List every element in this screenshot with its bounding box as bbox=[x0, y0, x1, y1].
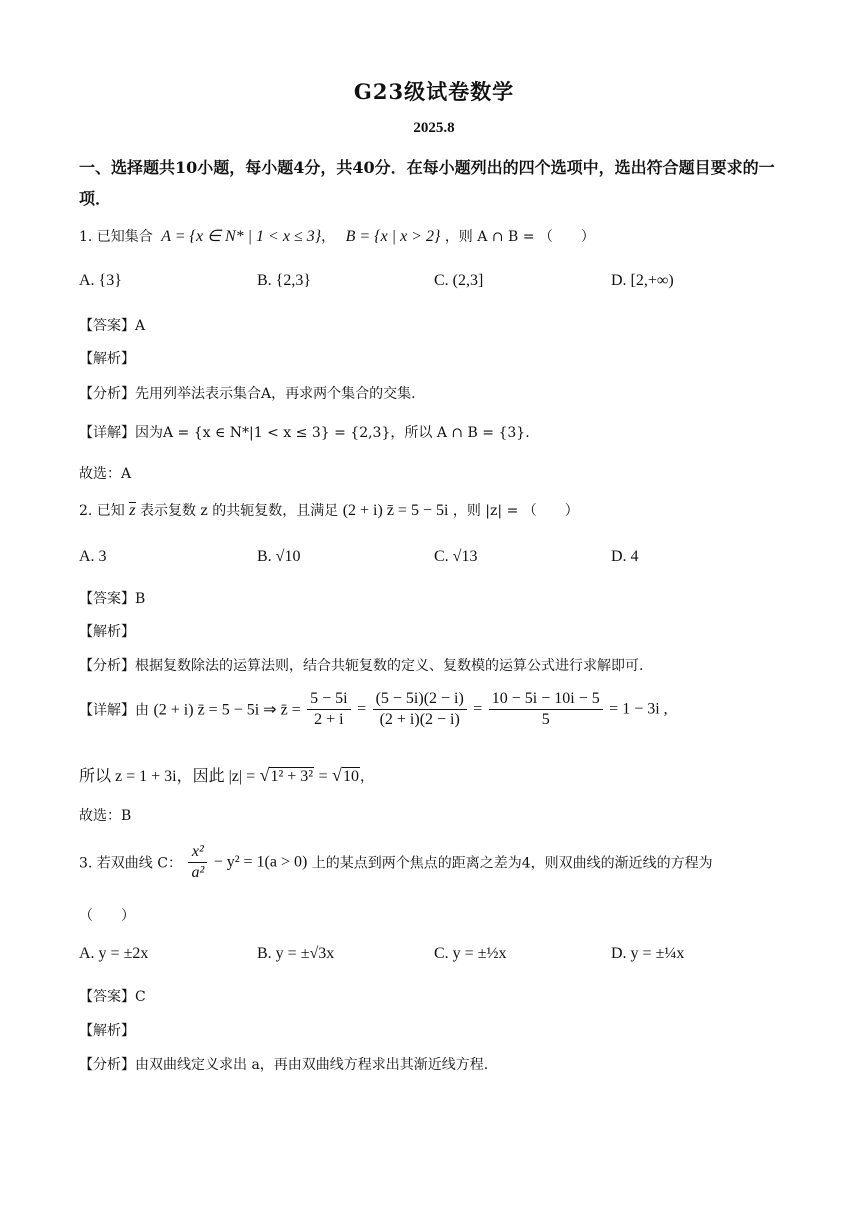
q1-analysis: 【分析】先用列举法表示集合A，再求两个集合的交集. bbox=[79, 386, 416, 402]
q3-paren: （ ） bbox=[79, 908, 135, 924]
q3-option-d: D. y = ±¼x bbox=[611, 945, 685, 962]
q2-stem-mid: 表示复数 z 的共轭复数，且满足 bbox=[139, 503, 339, 519]
q3-fraction: $\frac{\text{x²}}{\text{a²}}$ bbox=[188, 843, 207, 882]
q2-equation: (2 + i) z̄ = 5 − 5i bbox=[342, 502, 449, 519]
q2-conjugate-z: z bbox=[129, 502, 136, 519]
q1-answer: 【答案】A bbox=[79, 318, 146, 334]
page-title: G23级试卷数学 bbox=[353, 79, 515, 104]
q1-analysis-label: 【解析】 bbox=[79, 351, 135, 367]
q2-detail-label: 【详解】由 bbox=[79, 702, 149, 719]
q1-stem-prefix: 1. 已知集合 bbox=[79, 229, 153, 245]
q2-option-b: B. √10 bbox=[257, 548, 301, 565]
q3-analysis-label: 【解析】 bbox=[79, 1023, 135, 1039]
q2-answer: 【答案】B bbox=[79, 591, 146, 607]
q2-fraction-2: $\frac{(5 - 5i)(2 - i)}{(2 + i)(2 - i)}$ bbox=[373, 690, 467, 729]
q2-stem-suffix: ，则 |z| = （ ） bbox=[452, 503, 579, 519]
q1-stem-suffix: ，则 A ∩ B = （ ） bbox=[444, 229, 595, 245]
q1-choice: 故选：A bbox=[79, 466, 132, 482]
q1-option-b: B. {2,3} bbox=[257, 272, 312, 289]
q2-choice: 故选：B bbox=[79, 808, 132, 824]
q2-detail-left: (2 + i) z̄ = 5 − 5i ⇒ z̄ = bbox=[153, 701, 301, 719]
q1-set-a: A = {x ∈ N* | 1 < x ≤ 3} bbox=[161, 228, 322, 245]
q3-option-c: C. y = ±½x bbox=[434, 945, 507, 962]
q2-line2-prefix: 所以 z = 1 + 3i，因此 |z| = bbox=[79, 768, 256, 785]
q1-stem: 1. 已知集合 A = {x ∈ N* | 1 < x ≤ 3}， B = {x | x > 2} ，则 A ∩ B = （ ） bbox=[79, 228, 595, 245]
q3-answer: 【答案】C bbox=[79, 989, 146, 1005]
q1-set-b: B = {x | x > 2} bbox=[345, 228, 441, 245]
q1-option-a: A. {3} bbox=[79, 272, 122, 289]
q1-option-d: D. [2,+∞) bbox=[611, 272, 674, 289]
q1-option-c: C. (2,3] bbox=[434, 272, 484, 289]
q2-option-c: C. √13 bbox=[434, 548, 478, 565]
q2-analysis: 【分析】根据复数除法的运算法则，结合共轭复数的定义、复数模的运算公式进行求解即可. bbox=[79, 658, 644, 674]
q3-stem bbox=[79, 843, 713, 882]
section-heading: 一、选择题共10小题，每小题4分，共40分．在每小题列出的四个选项中，选出符合题目要求的一项． bbox=[79, 158, 775, 208]
q3-analysis: 【分析】由双曲线定义求出 a，再由双曲线方程求出其渐近线方程. bbox=[79, 1057, 489, 1073]
q2-fraction-3: $\frac{10 - 5i - 10i - 5}{5}$ bbox=[489, 690, 603, 729]
exam-date: 2025.8 bbox=[413, 120, 455, 136]
q2-analysis-label: 【解析】 bbox=[79, 624, 135, 640]
q3-option-a: A. y = ±2x bbox=[79, 945, 149, 962]
q2-sqrt-value: √10 bbox=[332, 765, 359, 785]
q3-stem-suffix: 上的某点到两个焦点的距离之差为4，则双曲线的渐近线的方程为 bbox=[311, 855, 713, 872]
q1-detail: 【详解】因为A = {x ∈ N*|1 < x ≤ 3} = {2,3}，所以 A ∩ B = {3}. bbox=[79, 425, 530, 441]
q3-equation-rest: − y² = 1(a > 0) bbox=[213, 853, 308, 871]
q3-option-b: B. y = ±√3x bbox=[257, 945, 335, 962]
q2-detail-result: = 1 − 3i , bbox=[609, 700, 668, 718]
q3-stem-prefix: 3. 若双曲线 C： bbox=[79, 855, 182, 872]
q2-stem-prefix: 2. 已知 bbox=[79, 503, 125, 519]
q2-option-d: D. 4 bbox=[611, 548, 639, 565]
q2-option-a: A. 3 bbox=[79, 548, 107, 565]
q2-stem bbox=[79, 500, 579, 520]
q2-fraction-1: $\frac{5 - 5i}{2 + i}$ bbox=[307, 690, 350, 729]
q2-detail: 【详解】由 (2 + i) z̄ = 5 − 5i ⇒ z̄ = $\frac{5 - 5i}{2 + i}$ = $\frac{(5 - 5i)(2 - i)}{(2 + i)(2 - i)}$ = $\frac{10 - 5i - 10i - 5}{5}$ = 1 − 3i , bbox=[79, 690, 668, 728]
q2-sqrt-expression: √1² + 3² bbox=[259, 765, 314, 785]
q2-modulus-line: 所以 z = 1 + 3i，因此 |z| = √1² + 3² = √10， bbox=[79, 765, 374, 785]
